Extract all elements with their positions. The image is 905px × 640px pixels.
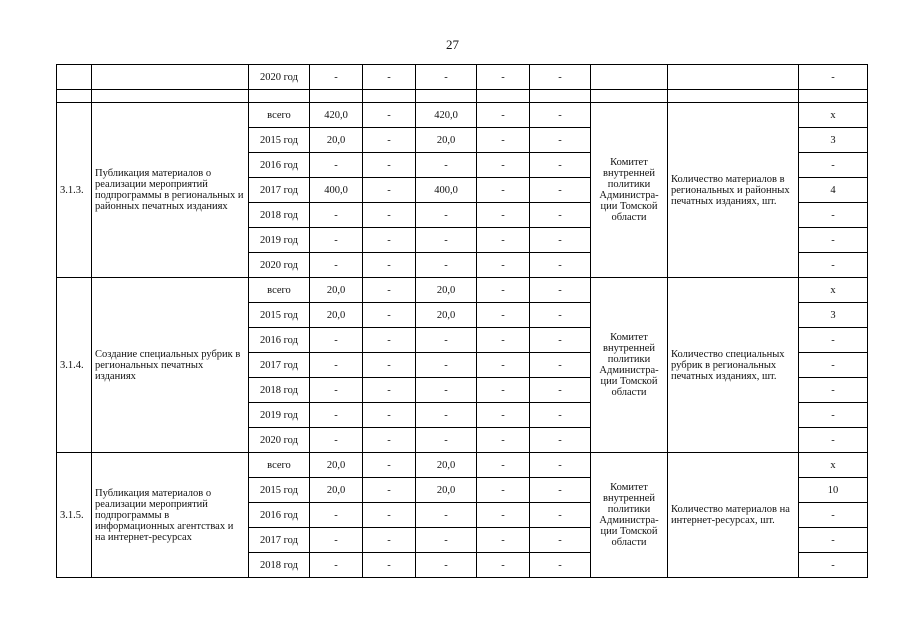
funding-cell: -	[477, 453, 530, 478]
item-title-cell: Публикация материалов о реализации мероприятий подпрограммы в региональных и районных печатных изданиях	[92, 103, 249, 278]
spacer-cell	[477, 90, 530, 103]
funding-cell: -	[363, 228, 416, 253]
funding-cell: -	[477, 178, 530, 203]
year-cell: 2017 год	[249, 528, 310, 553]
indicator-value-cell: -	[799, 228, 868, 253]
executor-cell: Комитет внутренней политики Администра-ции Томской области	[591, 278, 668, 453]
funding-cell: -	[363, 528, 416, 553]
funding-cell: -	[363, 103, 416, 128]
spacer-cell	[249, 90, 310, 103]
funding-cell: -	[477, 328, 530, 353]
funding-cell: -	[530, 428, 591, 453]
funding-cell: -	[416, 353, 477, 378]
funding-cell: -	[416, 253, 477, 278]
year-cell: 2017 год	[249, 178, 310, 203]
funding-cell: -	[363, 353, 416, 378]
funding-cell: -	[530, 478, 591, 503]
funding-cell: 20,0	[310, 278, 363, 303]
funding-cell: -	[363, 328, 416, 353]
funding-cell: -	[530, 403, 591, 428]
funding-cell: -	[363, 503, 416, 528]
funding-cell: -	[363, 178, 416, 203]
funding-cell: 400,0	[310, 178, 363, 203]
funding-cell: -	[363, 453, 416, 478]
funding-cell: -	[530, 103, 591, 128]
indicator-value-cell: -	[799, 378, 868, 403]
indicator-value-cell: -	[799, 253, 868, 278]
funding-cell: -	[363, 553, 416, 578]
funding-cell: 20,0	[310, 128, 363, 153]
indicator-value-cell: -	[799, 153, 868, 178]
funding-cell: -	[477, 378, 530, 403]
year-cell: 2020 год	[249, 65, 310, 90]
funding-cell: -	[363, 403, 416, 428]
year-cell: 2017 год	[249, 353, 310, 378]
funding-cell: 20,0	[310, 453, 363, 478]
spacer-row	[57, 90, 868, 103]
funding-cell: -	[416, 553, 477, 578]
indicator-cell	[668, 65, 799, 90]
funding-cell: -	[530, 503, 591, 528]
funding-cell: -	[477, 353, 530, 378]
funding-cell: 20,0	[310, 303, 363, 328]
funding-cell: -	[530, 203, 591, 228]
funding-cell: -	[416, 528, 477, 553]
funding-cell: -	[477, 403, 530, 428]
funding-cell: -	[363, 278, 416, 303]
funding-cell: 20,0	[416, 128, 477, 153]
year-cell: 2020 год	[249, 253, 310, 278]
funding-cell: -	[477, 278, 530, 303]
funding-cell: -	[530, 303, 591, 328]
funding-cell: -	[310, 203, 363, 228]
item-title-cell	[92, 65, 249, 90]
funding-cell: 420,0	[416, 103, 477, 128]
funding-cell: -	[363, 378, 416, 403]
funding-cell: -	[530, 153, 591, 178]
funding-cell: -	[530, 253, 591, 278]
year-cell: всего	[249, 103, 310, 128]
funding-cell: -	[477, 128, 530, 153]
indicator-cell: Количество специальных рубрик в региональных печатных изданиях, шт.	[668, 278, 799, 453]
funding-cell: -	[477, 503, 530, 528]
funding-cell: -	[310, 378, 363, 403]
funding-cell: -	[530, 453, 591, 478]
funding-cell: -	[477, 553, 530, 578]
executor-cell: Комитет внутренней политики Администра-ции Томской области	[591, 453, 668, 578]
funding-cell: -	[310, 153, 363, 178]
funding-cell: 20,0	[416, 478, 477, 503]
funding-cell: -	[363, 253, 416, 278]
funding-cell: -	[477, 153, 530, 178]
spacer-cell	[57, 90, 92, 103]
funding-cell: -	[530, 378, 591, 403]
indicator-cell: Количество материалов на интернет-ресурсах, шт.	[668, 453, 799, 578]
item-number-cell: 3.1.5.	[57, 453, 92, 578]
funding-cell: -	[363, 128, 416, 153]
program-activities-table	[56, 64, 868, 578]
funding-cell: -	[416, 403, 477, 428]
funding-cell: -	[477, 428, 530, 453]
year-cell: 2019 год	[249, 403, 310, 428]
funding-cell: -	[363, 428, 416, 453]
funding-cell: -	[363, 153, 416, 178]
funding-cell: -	[310, 553, 363, 578]
spacer-cell	[363, 90, 416, 103]
funding-cell: -	[416, 428, 477, 453]
year-cell: 2016 год	[249, 153, 310, 178]
indicator-value-cell: 4	[799, 178, 868, 203]
indicator-cell: Количество материалов в региональных и районных печатных изданиях, шт.	[668, 103, 799, 278]
year-cell: 2015 год	[249, 128, 310, 153]
spacer-cell	[530, 90, 591, 103]
indicator-value-cell: 3	[799, 128, 868, 153]
indicator-value-cell: -	[799, 428, 868, 453]
indicator-value-cell: -	[799, 328, 868, 353]
spacer-cell	[668, 90, 799, 103]
funding-cell: -	[310, 353, 363, 378]
executor-cell	[591, 65, 668, 90]
indicator-value-cell: -	[799, 353, 868, 378]
funding-cell: -	[310, 503, 363, 528]
item-title-cell: Публикация материалов о реализации мероприятий подпрограммы в информационных агентствах и на интернет-ресурсах	[92, 453, 249, 578]
spacer-cell	[416, 90, 477, 103]
funding-cell: -	[416, 328, 477, 353]
funding-cell: -	[530, 553, 591, 578]
indicator-value-cell: x	[799, 103, 868, 128]
year-cell: 2015 год	[249, 303, 310, 328]
funding-cell: -	[416, 228, 477, 253]
funding-cell: -	[530, 328, 591, 353]
funding-cell: -	[477, 103, 530, 128]
year-cell: 2019 год	[249, 228, 310, 253]
funding-cell: -	[416, 203, 477, 228]
year-cell: всего	[249, 278, 310, 303]
funding-cell: -	[310, 253, 363, 278]
indicator-value-cell: -	[799, 203, 868, 228]
funding-cell: -	[477, 478, 530, 503]
year-cell: 2016 год	[249, 503, 310, 528]
year-cell: 2018 год	[249, 203, 310, 228]
year-cell: 2016 год	[249, 328, 310, 353]
funding-cell: -	[363, 65, 416, 90]
spacer-cell	[92, 90, 249, 103]
funding-cell: -	[363, 478, 416, 503]
item-number-cell: 3.1.4.	[57, 278, 92, 453]
year-cell: всего	[249, 453, 310, 478]
funding-cell: -	[416, 65, 477, 90]
item-number-cell: 3.1.3.	[57, 103, 92, 278]
indicator-value-cell: -	[799, 65, 868, 90]
funding-cell: 420,0	[310, 103, 363, 128]
funding-cell: -	[363, 203, 416, 228]
funding-cell: -	[530, 178, 591, 203]
year-cell: 2020 год	[249, 428, 310, 453]
funding-cell: -	[477, 303, 530, 328]
funding-cell: -	[477, 65, 530, 90]
funding-cell: -	[310, 228, 363, 253]
funding-cell: -	[310, 428, 363, 453]
funding-cell: -	[416, 153, 477, 178]
indicator-value-cell: 10	[799, 478, 868, 503]
funding-cell: -	[530, 228, 591, 253]
funding-cell: -	[416, 378, 477, 403]
indicator-value-cell: x	[799, 278, 868, 303]
year-cell: 2018 год	[249, 553, 310, 578]
funding-cell: 400,0	[416, 178, 477, 203]
funding-cell: -	[310, 403, 363, 428]
funding-cell: -	[416, 503, 477, 528]
funding-cell: -	[310, 328, 363, 353]
funding-cell: -	[530, 353, 591, 378]
funding-cell: -	[530, 278, 591, 303]
funding-cell: -	[530, 65, 591, 90]
spacer-cell	[310, 90, 363, 103]
funding-cell: -	[477, 203, 530, 228]
spacer-cell	[591, 90, 668, 103]
funding-cell: -	[310, 528, 363, 553]
funding-cell: -	[530, 128, 591, 153]
funding-cell: -	[363, 303, 416, 328]
funding-cell: -	[477, 253, 530, 278]
indicator-value-cell: x	[799, 453, 868, 478]
item-title-cell: Создание специальных рубрик в региональных печатных изданиях	[92, 278, 249, 453]
indicator-value-cell: -	[799, 553, 868, 578]
year-cell: 2015 год	[249, 478, 310, 503]
year-cell: 2018 год	[249, 378, 310, 403]
indicator-value-cell: -	[799, 503, 868, 528]
page-number: 27	[446, 37, 459, 52]
funding-cell: 20,0	[416, 278, 477, 303]
item-number-cell	[57, 65, 92, 90]
table-row	[57, 103, 868, 128]
table-row	[57, 65, 868, 90]
indicator-value-cell: -	[799, 403, 868, 428]
indicator-value-cell: 3	[799, 303, 868, 328]
funding-cell: 20,0	[416, 303, 477, 328]
table-row	[57, 278, 868, 303]
spacer-cell	[799, 90, 868, 103]
funding-cell: 20,0	[310, 478, 363, 503]
executor-cell: Комитет внутренней политики Администра-ции Томской области	[591, 103, 668, 278]
funding-cell: -	[477, 528, 530, 553]
funding-cell: -	[477, 228, 530, 253]
funding-cell: -	[310, 65, 363, 90]
table-row	[57, 453, 868, 478]
indicator-value-cell: -	[799, 528, 868, 553]
funding-cell: 20,0	[416, 453, 477, 478]
funding-cell: -	[530, 528, 591, 553]
